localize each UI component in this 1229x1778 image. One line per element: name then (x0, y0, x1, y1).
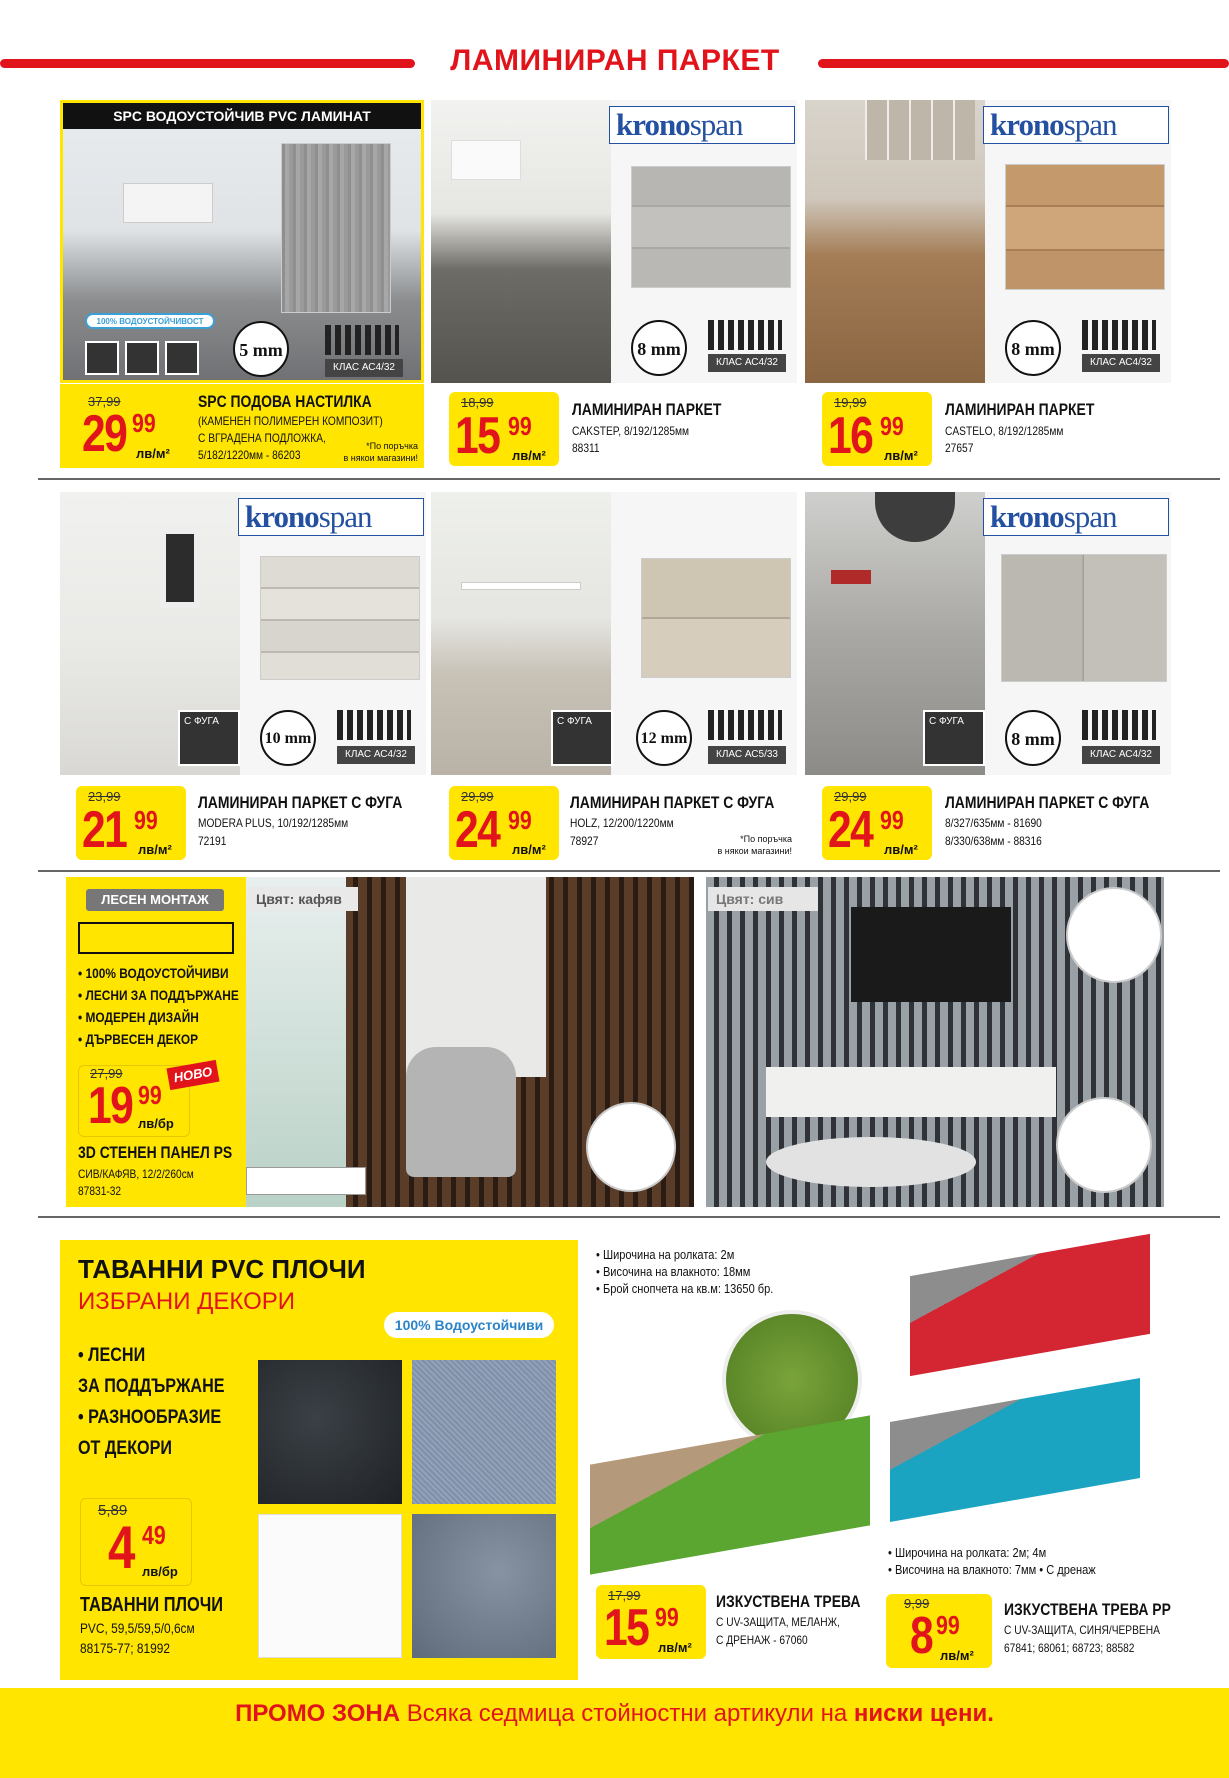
header-rule-right (818, 59, 1229, 68)
old-price: 5,89 (98, 1502, 128, 1519)
price-cents: 99 (880, 411, 904, 441)
desc-line-1: CASTELO, 8/192/1285мм (945, 424, 1064, 438)
fireplace (160, 528, 200, 608)
price-cents: 99 (936, 1610, 960, 1640)
price-int: 15 (604, 1599, 649, 1657)
product-name: ЛАМИНИРАН ПАРКЕТ С ФУГА (198, 793, 403, 812)
desc-line-1: PVC, 59,5/59,5/0,6см (80, 1620, 195, 1636)
people-building-icon (1082, 320, 1156, 350)
grass-specs (596, 1246, 805, 1297)
kronospan-logo (609, 106, 795, 144)
price-int: 15 (455, 407, 500, 465)
divider-1 (38, 478, 1220, 480)
price-cents: 99 (138, 1080, 162, 1110)
dining-table (461, 582, 581, 590)
spc-sample-tile (281, 143, 391, 313)
old-price: 23,99 (88, 789, 121, 804)
price-cents: 99 (880, 805, 904, 835)
header-rule-left (0, 59, 415, 68)
ceiling-features (78, 1340, 250, 1464)
red-grass-roll (910, 1234, 1150, 1376)
side-table (451, 140, 521, 180)
feature-1: • ЛЕСНИ (78, 1345, 146, 1366)
brand-part-1: krono (245, 499, 319, 534)
product-name: 3D СТЕНЕН ПАНЕЛ PS (78, 1143, 233, 1162)
wall-panel-features (78, 962, 267, 1050)
ceiling-title: ТАВАННИ PVC ПЛОЧИ (78, 1254, 366, 1284)
desc-line-2: 87831-32 (78, 1184, 122, 1198)
armchair (406, 1047, 516, 1177)
klas-label: КЛАС АС4/32 (1082, 354, 1160, 372)
promo-banner (0, 1688, 1229, 1778)
spec-2: • Височина на влакното: 7мм • С дренаж (888, 1562, 1096, 1577)
tv-console (766, 1067, 1056, 1117)
tools-icon (78, 922, 234, 954)
floor-sample-tile (260, 556, 420, 680)
banner: SPC ВОДОУСТОЙЧИВ PVC ЛАМИНАТ (63, 103, 421, 129)
kronospan-logo (983, 498, 1169, 536)
divider-2 (38, 870, 1220, 872)
panel-sample-circle-bottom (1056, 1097, 1152, 1193)
klas-label: КЛАС АС4/32 (708, 354, 786, 372)
desc-line-3: 5/182/1220мм - 86203 (198, 448, 301, 462)
klas-label: КЛАС АС4/32 (325, 359, 403, 377)
spec-2: • Височина на влакното: 18мм (596, 1264, 751, 1279)
product-name: ТАВАННИ ПЛОЧИ (80, 1594, 224, 1616)
desc-line-1: 8/327/635мм - 81690 (945, 816, 1042, 830)
product-card-castelo[interactable] (805, 100, 1171, 383)
kitchen-counter (123, 183, 213, 223)
price-int: 4 (108, 1514, 134, 1581)
old-price: 29,99 (834, 789, 867, 804)
blue-grass-roll (890, 1378, 1140, 1522)
price-int: 24 (828, 801, 873, 859)
coffee-table (766, 1137, 976, 1187)
price-cents: 49 (142, 1520, 166, 1550)
thickness-icon: 8 mm (1005, 710, 1061, 766)
feature-icon-3 (165, 341, 199, 375)
desc-line-1: С UV-ЗАЩИТА, СИНЯ/ЧЕРВЕНА (1004, 1623, 1160, 1637)
tv-screen (851, 907, 1011, 1002)
klas-label: КЛАС АС4/32 (337, 746, 415, 764)
people-building-icon (1082, 710, 1156, 740)
klas-label: КЛАС АС5/33 (708, 746, 786, 764)
page-title: ЛАМИНИРАН ПАРКЕТ (450, 44, 780, 77)
price-int: 21 (82, 801, 127, 859)
product-card-modera[interactable] (60, 492, 426, 775)
product-card-stone[interactable] (805, 492, 1171, 775)
thickness-icon: 10 mm (260, 710, 316, 766)
people-building-icon (337, 710, 411, 740)
feature-3: • МОДЕРЕН ДИЗАЙН (78, 1009, 199, 1025)
price-unit: лв/м² (512, 448, 546, 463)
easy-install-badge: ЛЕСЕН МОНТАЖ (86, 889, 224, 911)
price-unit: лв/м² (136, 446, 170, 461)
old-price: 37,99 (88, 394, 121, 409)
product-card-cakstep[interactable] (431, 100, 797, 383)
order-note-2: в някои магазини! (343, 453, 418, 463)
order-note-1: *По поръчка (366, 441, 418, 451)
old-price: 27,99 (90, 1066, 123, 1081)
product-name: ИЗКУСТВЕНА ТРЕВА (716, 1592, 861, 1611)
feature-4: • ДЪРВЕСЕН ДЕКОР (78, 1031, 199, 1047)
kronospan-logo (983, 106, 1169, 144)
grass-roll (590, 1415, 870, 1574)
price-cents: 99 (132, 408, 156, 438)
brand-part-2: span (318, 499, 372, 534)
desc-line-2: 72191 (198, 834, 227, 848)
feature-2: • ЛЕСНИ ЗА ПОДДЪРЖАНЕ (78, 987, 239, 1003)
spec-1: • Широчина на ролката: 2м; 4м (888, 1545, 1047, 1560)
spec-3: • Брой снопчета на кв.м: 13650 бр. (596, 1281, 774, 1296)
floor-sample-tile (1005, 164, 1165, 290)
brand-part-1: krono (616, 107, 690, 142)
price-int: 8 (910, 1607, 933, 1665)
new-badge: НОВО (166, 1060, 219, 1090)
old-price: 9,99 (904, 1596, 930, 1611)
product-card-spc[interactable] (60, 100, 424, 383)
brand-part-2: span (1063, 107, 1117, 142)
feature-1: • 100% ВОДОУСТОЙЧИВИ (78, 965, 229, 981)
brand-part-2: span (1063, 499, 1117, 534)
price-int: 29 (82, 405, 127, 463)
price-unit: лв/м² (658, 1640, 692, 1655)
product-name: ЛАМИНИРАН ПАРКЕТ С ФУГА (945, 793, 1150, 812)
fuga-label: С ФУГА (184, 716, 219, 727)
old-price: 19,99 (834, 395, 867, 410)
product-name: ЛАМИНИРАН ПАРКЕТ (945, 400, 1095, 419)
waterproof-badge: 100% Водоустойчиви (384, 1312, 554, 1338)
price-unit: лв/м² (884, 448, 918, 463)
bookshelf (865, 100, 975, 160)
feature-icon-1 (85, 341, 119, 375)
price-unit: лв/м² (940, 1648, 974, 1663)
people-building-icon (325, 325, 399, 355)
tile-blue-fabric (412, 1360, 556, 1504)
order-note-1: *По поръчка (740, 834, 792, 844)
tile-white (258, 1514, 402, 1658)
price-int: 24 (455, 801, 500, 859)
price-cents: 99 (508, 411, 532, 441)
fuga-label: С ФУГА (929, 716, 964, 727)
people-building-icon (708, 320, 782, 350)
product-name: ЛАМИНИРАН ПАРКЕТ С ФУГА (570, 793, 775, 812)
product-name: ИЗКУСТВЕНА ТРЕВА PP (1004, 1600, 1171, 1619)
brand-part-1: krono (990, 107, 1064, 142)
price-unit: лв/м² (884, 842, 918, 857)
desc-line-2: 88311 (572, 441, 600, 455)
old-price: 18,99 (461, 395, 494, 410)
fuga-badge (923, 710, 985, 766)
grey-panel-scene (706, 877, 1164, 1207)
price-int: 16 (828, 407, 873, 465)
waterproof-badge: 100% ВОДОУСТОЙЧИВОСТ (85, 313, 215, 329)
desc-line-2: С ВГРАДЕНА ПОДЛОЖКА, (198, 431, 326, 445)
brand-part-2: span (689, 107, 743, 142)
desc-line-2: 78927 (570, 834, 599, 848)
product-card-holz[interactable] (431, 492, 797, 775)
price-unit: лв/бр (142, 1564, 178, 1579)
color-label-grey: Цвят: сив (708, 887, 818, 911)
price-unit: лв/м² (512, 842, 546, 857)
desc-line-1: СИВ/КАФЯВ, 12/2/260см (78, 1167, 194, 1181)
kronospan-logo (238, 498, 424, 536)
thickness-icon: 12 mm (636, 710, 692, 766)
profile-diagram (246, 1167, 366, 1195)
tile-blue-stone (412, 1514, 556, 1658)
desc-line-2: 67841; 68061; 68723; 88582 (1004, 1641, 1135, 1655)
promo-bold-1: ПРОМО ЗОНА (235, 1700, 401, 1727)
desc-line-1: CAKSTEP, 8/192/1285мм (572, 424, 690, 438)
price-cents: 99 (508, 805, 532, 835)
panel-sample-circle-top (1066, 887, 1162, 983)
desc-line-2: 8/330/638мм - 88316 (945, 834, 1042, 848)
fuga-badge (551, 710, 613, 766)
promo-bold-2: ниски цени. (853, 1700, 994, 1727)
people-building-icon (708, 710, 782, 740)
desc-line-2: 27657 (945, 441, 974, 455)
order-note-2: в някои магазини! (717, 846, 792, 856)
brand-part-1: krono (990, 499, 1064, 534)
tile-dark-marble (258, 1360, 402, 1504)
thickness-icon: 5 mm (233, 321, 289, 377)
price-unit: лв/бр (138, 1116, 174, 1131)
thickness-icon: 8 mm (631, 320, 687, 376)
desc-line-2: 88175-77; 81992 (80, 1640, 170, 1656)
grass2-specs (888, 1544, 1132, 1578)
klas-label: КЛАС АС4/32 (1082, 746, 1160, 764)
promo-text: Всяка седмица стойностни артикули на (400, 1700, 854, 1727)
price-int: 19 (88, 1077, 133, 1135)
divider-3 (38, 1216, 1220, 1218)
feature-3: • РАЗНООБРАЗИЕ (78, 1407, 222, 1428)
floor-sample-tile (1001, 554, 1167, 682)
old-price: 17,99 (608, 1588, 641, 1603)
fuga-label: С ФУГА (557, 716, 592, 727)
feature-2: ЗА ПОДДЪРЖАНЕ (78, 1376, 225, 1397)
desc-line-2: С ДРЕНАЖ - 67060 (716, 1633, 808, 1647)
panel-sample-circle (586, 1102, 676, 1192)
price-cents: 99 (655, 1602, 679, 1632)
product-name: ЛАМИНИРАН ПАРКЕТ (572, 400, 722, 419)
floor-sample-tile (631, 166, 791, 288)
thickness-icon: 8 mm (1005, 320, 1061, 376)
floor-sample-tile (641, 558, 791, 678)
spec-1: • Широчина на ролката: 2м (596, 1247, 735, 1262)
feature-4: ОТ ДЕКОРИ (78, 1438, 172, 1459)
brown-panel-scene (246, 877, 694, 1207)
color-label-brown: Цвят: кафяв (248, 887, 358, 911)
desc-line-1: (КАМЕНЕН ПОЛИМЕРЕН КОМПОЗИТ) (198, 414, 383, 428)
price-unit: лв/м² (138, 842, 172, 857)
fuga-badge (178, 710, 240, 766)
book-stack (831, 570, 871, 584)
feature-icon-2 (125, 341, 159, 375)
ceiling-subtitle: ИЗБРАНИ ДЕКОРИ (78, 1288, 296, 1315)
window (246, 877, 346, 1207)
product-name: SPC ПОДОВА НАСТИЛКА (198, 392, 372, 411)
desc-line-1: HOLZ, 12/200/1220мм (570, 816, 674, 830)
price-cents: 99 (134, 805, 158, 835)
desc-line-1: MODERA PLUS, 10/192/1285мм (198, 816, 349, 830)
old-price: 29,99 (461, 789, 494, 804)
desc-line-1: С UV-ЗАЩИТА, МЕЛАНЖ, (716, 1615, 840, 1629)
